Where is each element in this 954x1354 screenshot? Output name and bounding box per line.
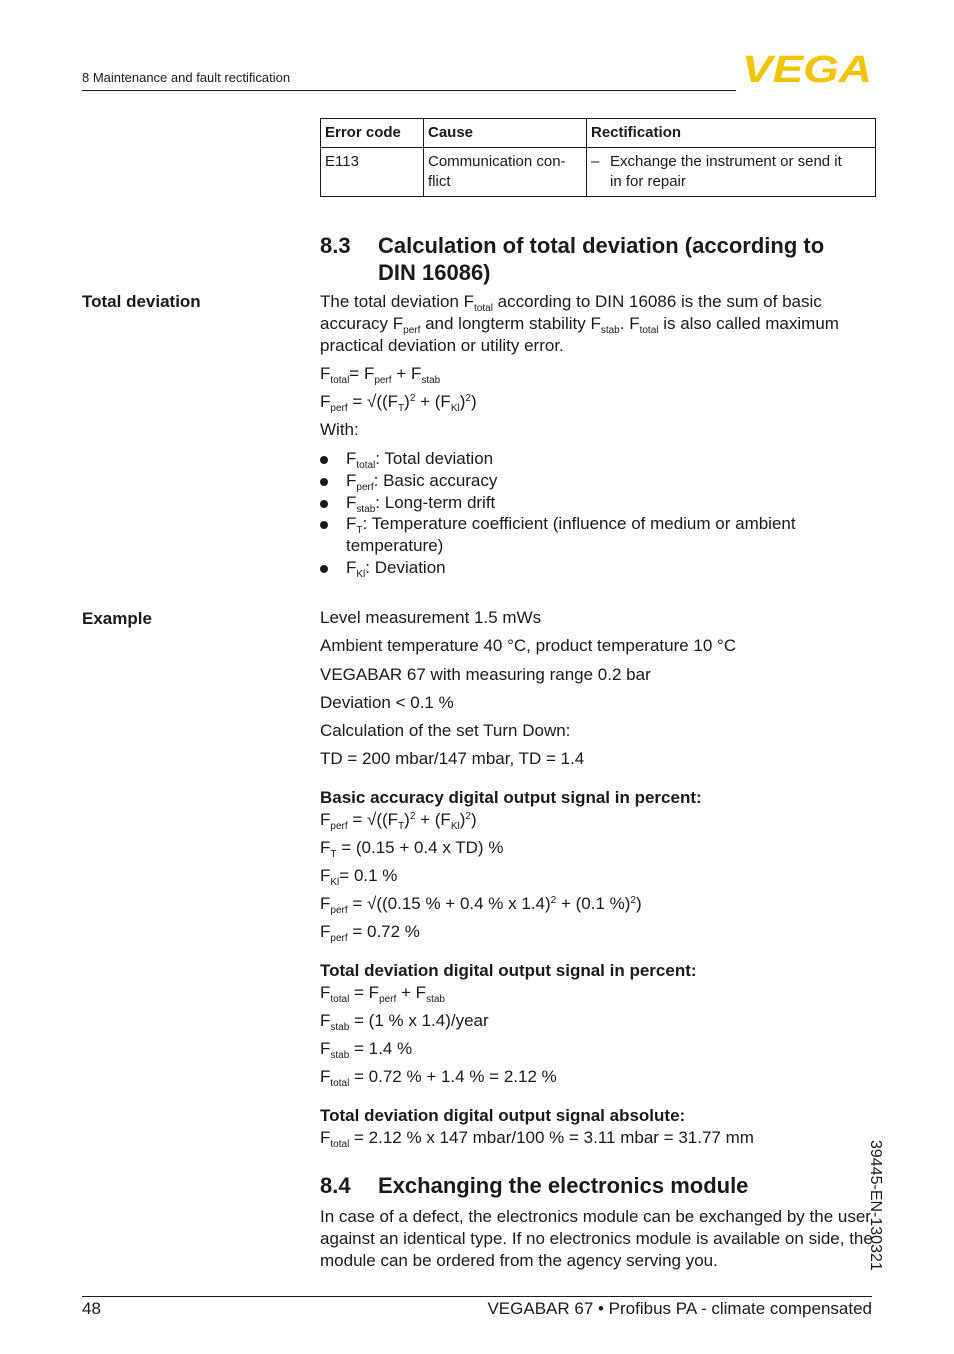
bullet-icon [320,500,328,508]
list-item: $F_{total}$: Total deviation [320,448,860,470]
dash-item [591,152,871,192]
column-header: Rectification [587,119,876,148]
section-heading-8-3 [320,232,880,286]
dash: – [591,153,600,170]
example-line: Calculation of the set Turn Down: [320,721,571,740]
formula: $F_{total} = 2.12$ % x 147 mbar/100 % = 3.11 mbar = 31.77 mm [320,1128,754,1150]
formula: $F_{perf} = √((0.15$ % + 0.4 % x 1.4)$^2$ + (0.1 %)$^2$) [320,894,642,916]
formula: $F_{total} = F_{perf} + F_{stab}$ [320,983,445,1005]
bullet-icon [320,456,328,464]
rect-line: in for repair [610,173,686,190]
table-row [321,148,876,197]
rect-text [610,152,842,192]
list-item: $F_{perf}$: Basic accuracy [320,470,860,492]
section-8-4-paragraph: In case of a defect, the electronics module can be exchanged by the user against an identical type. If no electronics module is available on side, the module can be ordered from the agency serving you. [320,1207,873,1270]
subheading-absolute: Total deviation digital output signal absolute: [320,1106,686,1125]
intro-paragraph: The total deviation $F_{total}$ according to DIN 16086 is the sum of basic accuracy $F_{perf}$ and longterm stability $F_{stab}$. $F_{total}$ is also called maximum practical deviation or utility error. [320,292,839,355]
list-item: $F_{stab}$: Long-term drift [320,492,860,514]
error-rectification [587,148,876,197]
error-cause [424,148,587,197]
document-id: 39445-EN-130321 [867,1140,884,1271]
example-line: TD = 200 mbar/147 mbar, TD = 1.4 [320,749,585,768]
page-number: 48 [82,1299,101,1318]
sidelabel-total-deviation: Total deviation [82,292,201,311]
sidelabel-example: Example [82,609,152,628]
formula: $F_{perf} = 0.72$ % [320,922,420,944]
formula: $F_{stab} = (1$ % x 1.4)/year [320,1011,489,1033]
vega-logo [742,52,872,84]
section-title: Exchanging the electronics module [378,1173,749,1198]
example-line: Ambient temperature 40 °C, product temperature 10 °C [320,636,737,655]
section-number: 8.4 [320,1173,351,1198]
column-header: Cause [424,119,587,148]
column-header: Error code [321,119,424,148]
cause-line: Communication con- [428,153,566,170]
formula: $F_{Kl}= 0.1$ % [320,866,398,888]
error-code: E113 [321,148,424,197]
rect-line: Exchange the instrument or send it [610,153,842,170]
formula: $F_{perf} = √((F_T)^2 + (F_{Kl})^2)$ [320,810,477,832]
bullet-icon [320,565,328,573]
formula: $F_{total} = 0.72$ % + 1.4 % = 2.12 % [320,1067,557,1089]
section-number: 8.3 [320,233,351,258]
formula-total: $F_{total}= F_{perf} + F_{stab}$ [320,364,441,386]
bullet-icon [320,478,328,486]
logo-text: VEGA [742,52,872,84]
example-line: VEGABAR 67 with measuring range 0.2 bar [320,665,651,684]
bullet-icon [320,521,328,529]
list-item: $F_{Kl}$: Deviation [320,557,860,579]
subheading-basic-accuracy: Basic accuracy digital output signal in percent: [320,788,702,807]
with-label: With: [320,420,359,439]
formula-perf: $F_{perf} = √((F_T)^2 + (F_{Kl})^2)$ [320,392,477,414]
list-item: $F_T$: Temperature coefficient (influence of medium or ambient temperature) [320,513,860,557]
formula: $F_{stab} = 1.4$ % [320,1039,413,1061]
header-rule [82,90,736,91]
formula: $F_T = (0.15 + 0.4$ x TD) % [320,838,504,860]
footer-product: VEGABAR 67 • Profibus PA - climate compensated [487,1299,872,1318]
subheading-total-deviation: Total deviation digital output signal in percent: [320,961,697,980]
error-table [320,118,876,197]
example-line: Deviation < 0.1 % [320,693,454,712]
running-header: 8 Maintenance and fault rectification [82,70,291,85]
footer-rule [82,1296,872,1297]
example-line: Level measurement 1.5 mWs [320,608,542,627]
cause-line: flict [428,173,451,190]
section-heading-8-4 [320,1172,880,1199]
section-title: Calculation of total deviation (according to DIN 16086) [378,233,825,285]
table-header-row [321,119,876,148]
